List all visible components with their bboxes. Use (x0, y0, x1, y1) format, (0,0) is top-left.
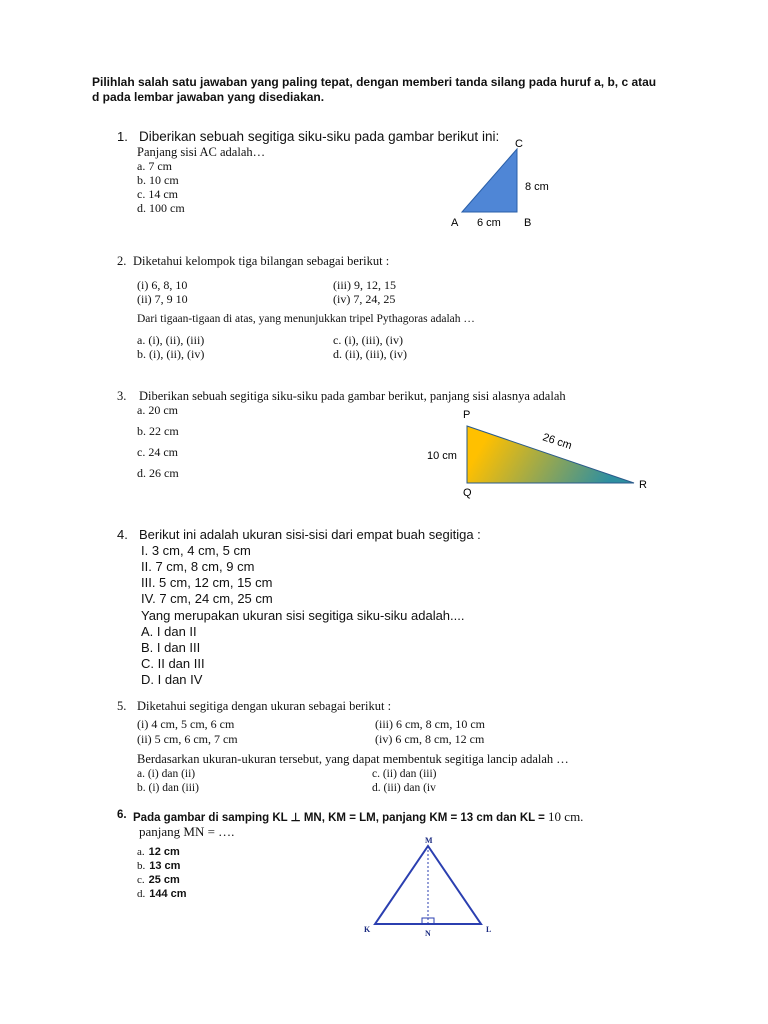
option-d[interactable]: D. I dan IV (141, 672, 203, 687)
option-value: 144 cm (149, 888, 187, 900)
group-iv: (iv) 6 cm, 8 cm, 12 cm (375, 732, 485, 746)
question-number: 5. (117, 699, 127, 713)
option-b[interactable]: B. I dan III (141, 640, 201, 655)
vertex-k-label: K (364, 925, 371, 934)
base-label: 6 cm (477, 217, 501, 229)
triangle-shape (375, 846, 481, 924)
vertex-b-label: B (524, 217, 532, 229)
question-text (133, 809, 583, 825)
option-a[interactable]: A. I dan II (141, 624, 197, 639)
vertex-q-label: Q (463, 487, 472, 499)
group-iii: (iii) 6 cm, 8 cm, 10 cm (375, 717, 485, 731)
height-label: 8 cm (525, 181, 549, 193)
side-pq-label: 10 cm (427, 450, 457, 462)
option-c[interactable]: c. 24 cm (137, 445, 178, 459)
vertex-c-label: C (515, 138, 523, 150)
question-number: 3. (117, 389, 127, 403)
question-text-kl-value: 10 cm. (548, 809, 584, 824)
option-a[interactable]: a. (i) dan (ii) (137, 768, 196, 780)
group-iii: (iii) 9, 12, 15 (333, 278, 396, 292)
question-text: Diketahui segitiga dengan ukuran sebagai berikut : (137, 699, 392, 713)
instructions-line-1: Pilihlah salah satu jawaban yang paling tepat, dengan memberi tanda silang pada huruf a, b, c atau (92, 75, 657, 89)
option-d[interactable]: d. (ii), (iii), (iv) (333, 347, 407, 361)
option-a[interactable]: a. 7 cm (137, 159, 172, 173)
option-c[interactable]: C. II dan III (141, 656, 205, 671)
question-number: 2. (117, 254, 127, 268)
option-b[interactable]: b. (i) dan (iii) (137, 782, 199, 794)
option-letter: a. (137, 846, 145, 858)
group-i: (i) 6, 8, 10 (137, 278, 188, 292)
option-d[interactable]: d. (iii) dan (iv (372, 782, 436, 794)
option-b[interactable]: b. (i), (ii), (iv) (137, 347, 205, 361)
vertex-r-label: R (639, 479, 647, 491)
vertex-a-label: A (451, 217, 459, 229)
question-prompt: Berdasarkan ukuran-ukuran tersebut, yang dapat membentuk segitiga lancip adalah … (137, 752, 569, 766)
question-text: Diberikan sebuah segitiga siku-siku pada gambar berikut, panjang sisi alasnya adalah (139, 389, 566, 403)
question-number: 6. (117, 809, 127, 821)
triangle-shape (462, 149, 517, 212)
item-i: I. 3 cm, 4 cm, 5 cm (141, 543, 251, 558)
question-subtext: panjang MN = …. (139, 824, 235, 839)
group-iv: (iv) 7, 24, 25 (333, 292, 396, 306)
isosceles-triangle-klm-figure (355, 832, 505, 940)
option-b[interactable]: b. 22 cm (137, 424, 179, 438)
question-prompt: Dari tigaan-tigaan di atas, yang menunjukkan tripel Pythagoras adalah … (137, 313, 475, 325)
option-value: 12 cm (148, 846, 180, 858)
hypotenuse-label: 26 cm (541, 431, 574, 453)
option-d[interactable]: d. 100 cm (137, 201, 185, 215)
option-value: 13 cm (149, 860, 181, 872)
item-iii: III. 5 cm, 12 cm, 15 cm (141, 575, 273, 590)
question-text-main: Pada gambar di samping KL ⊥ MN, KM = LM, panjang KM = 13 cm dan KL = (133, 812, 549, 824)
question-subtext: Panjang sisi AC adalah… (137, 145, 266, 159)
option-d[interactable] (137, 884, 187, 902)
question-text: Diketahui kelompok tiga bilangan sebagai berikut : (133, 254, 390, 268)
vertex-l-label: L (486, 925, 492, 934)
option-value: 25 cm (148, 874, 180, 886)
vertex-p-label: P (463, 409, 471, 421)
group-i: (i) 4 cm, 5 cm, 6 cm (137, 717, 235, 731)
question-text: Diberikan sebuah segitiga siku-siku pada gambar berikut ini: (139, 129, 500, 144)
question-prompt: Yang merupakan ukuran sisi segitiga siku-siku adalah.... (141, 608, 465, 623)
item-iv: IV. 7 cm, 24 cm, 25 cm (141, 591, 273, 606)
option-a[interactable]: a. (i), (ii), (iii) (137, 333, 205, 347)
option-letter: d. (137, 888, 146, 900)
question-number: 1. (117, 129, 128, 144)
right-triangle-abc-figure (440, 136, 570, 232)
vertex-m-label: M (425, 836, 433, 845)
option-c[interactable]: c. (ii) dan (iii) (372, 768, 437, 780)
item-ii: II. 7 cm, 8 cm, 9 cm (141, 559, 255, 574)
question-text: Berikut ini adalah ukuran sisi-sisi dari empat buah segitiga : (139, 527, 481, 542)
group-ii: (ii) 5 cm, 6 cm, 7 cm (137, 732, 238, 746)
instructions-line-2: d pada lembar jawaban yang disediakan. (92, 90, 325, 104)
right-triangle-pqr-figure (420, 402, 660, 500)
option-b[interactable]: b. 10 cm (137, 173, 179, 187)
group-ii: (ii) 7, 9 10 (137, 292, 188, 306)
option-c[interactable]: c. (i), (iii), (iv) (333, 333, 403, 347)
option-c[interactable]: c. 14 cm (137, 187, 178, 201)
question-number: 4. (117, 527, 128, 542)
option-a[interactable]: a. 20 cm (137, 403, 178, 417)
option-d[interactable]: d. 26 cm (137, 466, 179, 480)
option-letter: b. (137, 860, 146, 872)
option-letter: c. (137, 874, 145, 886)
vertex-n-label: N (425, 929, 431, 938)
